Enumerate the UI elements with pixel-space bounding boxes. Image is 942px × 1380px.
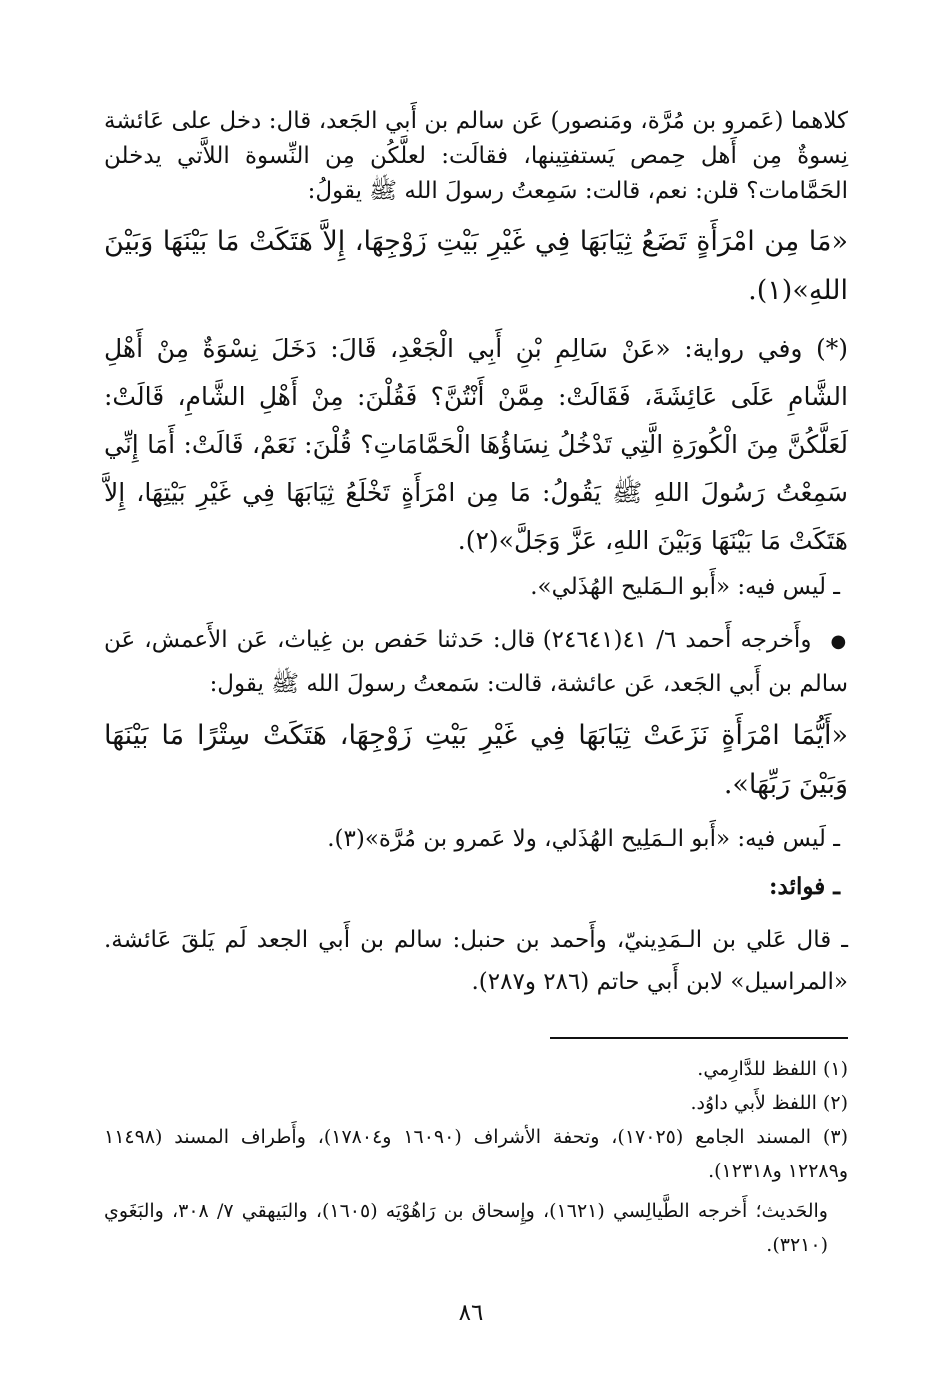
paragraph-benefits: ـ قال عَلي بن الـمَدِينيّ، وأَحمد بن حنبل: سالم بن أَبي الجعد لَم يَلقَ عَائشة. «المراسيل» لابن أَبي حاتم (٢٨٦ و٢٨٧). — [104, 927, 848, 995]
footnote-1: (١) اللفظ للدَّارِمي. — [697, 1058, 848, 1080]
bullet-icon: ● — [830, 631, 848, 652]
note-not-in-it-1: ـ لَيس فيه: «أَبو الـمَليح الهُذَلي». — [530, 574, 840, 600]
footnote-divider — [550, 1037, 848, 1039]
paragraph-ahmad — [104, 619, 848, 705]
hadith-quote-2: «أَيُّمَا امْرَأَةٍ نَزَعَتْ ثِيَابَهَا فِي غَيْرِ بَيْتِ زَوْجِهَا، هَتَكَتْ سِتْرًا مَا بَيْنَهَا وَبَيْنَ رَبِّهَا». — [104, 720, 848, 800]
footnote-3-continued: والحَديث؛ أَخرجه الطَّيالِسي (١٦٢١)، وإِسحاق بن رَاهُوْيَه (١٦٠٥)، والبَيهقي ٧/ ٣٠٨، والبَغَوي (٣٢١٠). — [104, 1200, 828, 1256]
footnotes — [104, 1052, 848, 1262]
footnote-2: (٢) اللفظ لأَبي داوُد. — [690, 1092, 848, 1114]
note-not-in-it-2: ـ لَيس فيه: «أَبو الـمَلِيح الهُذَلي، ولا عَمرو بن مُرَّة»(٣). — [327, 826, 840, 852]
benefits-heading: ـ فوائد: — [769, 873, 840, 900]
hadith-quote-1: «مَا مِن امْرَأَةٍ تَضَعُ ثِيَابَهَا فِي غَيْرِ بَيْتِ زَوْجِهَا، إِلاَّ هَتَكَتْ مَا بَيْنَهَا وَبَيْنَ اللهِ»(١). — [104, 226, 848, 306]
footnote-3: (٣) المسند الجامع (١٧٠٢٥)، وتحفة الأشراف (١٦٠٩٠ و١٧٨٠٤)، وأَطراف المسند (١١٤٩٨ و١٢٢٨٩ و١٢٣١٨). — [104, 1126, 848, 1182]
paragraph-ahmad-text: وأَخرجه أَحمد ٦/ ٤١(٢٤٦٤١) قال: حَدثنا حَفص بن غِياث، عَن الأَعمش، عَن سالم بن أَبي الجَعد، عَن عائشة، قالت: سَمعتُ رسولَ الله ﷺ يقول: — [104, 627, 848, 697]
page-number: ٨٦ — [458, 1300, 484, 1326]
paragraph-variant-narration: (*) وفي رواية: «عَنْ سَالِمِ بْنِ أَبِي الْجَعْدِ، قَالَ: دَخَلَ نِسْوَةٌ مِنْ أَهْلِ الشَّامِ عَلَى عَائِشَةَ، فَقَالَتْ: مِمَّنْ أَنْتُنَّ؟ فَقُلْنَ: مِنْ أَهْلِ الشَّامِ، قَالَتْ: لَعَلَّكُنَّ مِنَ الْكُورَةِ الَّتِي تَدْخُلُ نِسَاؤُهَا الْحَمَّامَاتِ؟ قُلْنَ: نَعَمْ، قَالَتْ: أَمَا إِنِّي سَمِعْتُ رَسُولَ اللهِ ﷺ يَقُولُ: مَا مِن امْرَأَةٍ تَخْلَعُ ثِيَابَهَا فِي غَيْرِ بَيْتِهَا، إِلاَّ هَتَكَتْ مَا بَيْنَهَا وَبَيْنَ اللهِ، عَزَّ وَجَلَّ»(٢). — [104, 334, 848, 555]
paragraph-hadith-chain: كلاهما (عَمرو بن مُرَّة، ومَنصور) عَن سالم بن أَبي الجَعد، قال: دخل على عَائشة نِسوةٌ مِن أَهل حِمص يَستفتِينها، فقالَت: لعلَّكُن مِن النِّسوة اللاَّتي يدخلن الحَمَّامات؟ قلن: نعم، قالت: سَمِعتُ رسولَ الله ﷺ يقولُ: — [104, 108, 848, 204]
